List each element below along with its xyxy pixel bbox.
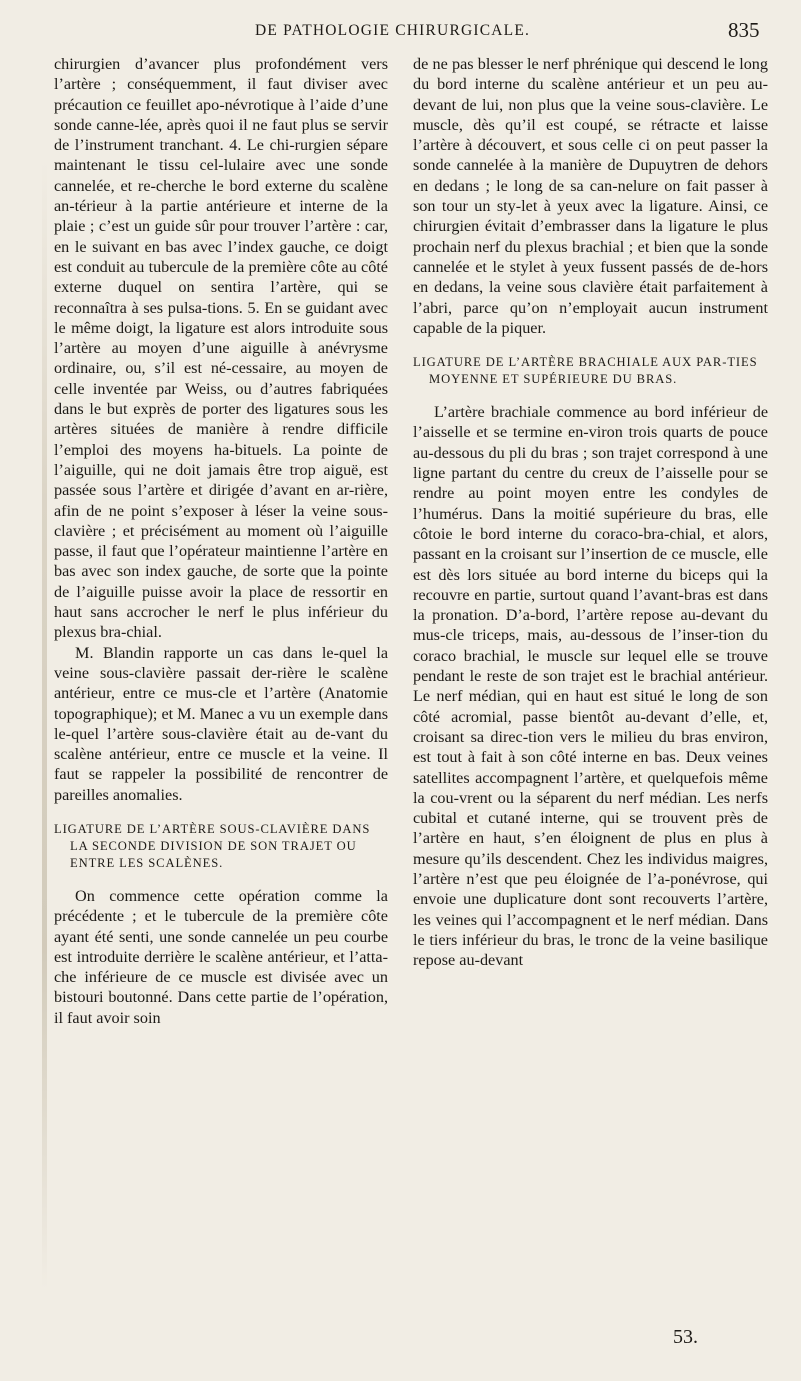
left-paragraph-2: M. Blandin rapporte un cas dans le-quel la veine sous-clavière passait der-rière le scalène antérieur, entre ce mus-cle et l’artère (Anatomie topographique); et M. Manec a vu un exemple dans le-quel l’artère sous-clavière était au de-vant du scalène antérieur, entre ce muscle et la veine. Il faut se rappeler la possibilité de rencontrer de pareilles anomalies. [54,643,388,804]
left-column [54,54,388,1028]
page-header [0,8,801,42]
section-heading-subclavian: LIGATURE DE L’ARTÈRE SOUS-CLAVIÈRE DANS LA SECONDE DIVISION DE SON TRAJET OU ENTRE LES SCALÈNES. [54,821,371,870]
right-column [413,54,768,970]
right-paragraph-1: de ne pas blesser le nerf phrénique qui descend le long du bord interne du scalène antérieur et un peu au-devant de lui, non plus que la veine sous-clavière. Le muscle, dès qu’il est coupé, se rétracte et laisse l’artère à découvert, et sous celle ci on peut passer la sonde cannelée à la manière de Dupuytren de dehors en dedans ; le long de sa can-nelure on fait passer à son tour un sty-let à yeux avec la ligature. Ainsi, ce chirurgien évitait d’embrasser dans la ligature le plus prochain nerf du plexus brachial ; et bien que la sonde cannelée et le stylet à yeux fussent passés de de-hors en dedans, la veine sous clavière était parfaitement à l’abri, parce qu’on n’employait aucun instrument capable de la piquer. [413,55,768,337]
section-heading-brachial: LIGATURE DE L’ARTÈRE BRACHIALE AUX PAR-TIES MOYENNE ET SUPÉRIEURE DU BRAS. [413,355,758,387]
left-paragraph-1: chirurgien d’avancer plus profondément vers l’artère ; conséquemment, il faut diviser avec précaution ce feuillet apo-névrotique à l’aide d’une sonde canne-lée, après quoi il ne faut plus se servir de l’instrument tranchant. 4. Le chi-rurgien sépare maintenant le tissu cel-lulaire avec une sonde cannelée, et re-cherche le bord externe du scalène an-térieur à la partie antérieure et interne de la plaie ; c’est un guide sûr pour trouver l’artère : car, en le suivant en bas avec l’index gauche, ce doigt est conduit au tubercule de la première côte au côté externe duquel on sentira l’artère, qui se reconnaîtra à ses pulsa-tions. 5. En se guidant avec le même doigt, la ligature est alors introduite sous l’artère au moyen d’une aiguille à anévrysme ordinaire, ou, s’il est né-cessaire, au moyen de celle inventée par Weiss, ou d’autres fabriquées dans le but exprès de porter des ligatures sous les artères situées de manière à rendre difficile l’emploi des moyens ha-bituels. La pointe de l’aiguille, qui ne doit jamais être trop aiguë, est passée sous l’artère et dirigée d’avant en ar-rière, afin de ne point s’exposer à léser la veine sous-clavière ; et précisément au moment où l’aiguille passe, il faut que l’opérateur maintienne l’artère en bas avec son index gauche, de sorte que la pointe de l’aiguille puisse avoir la place de ressortir en haut sans accrocher le nerf le plus inférieur du plexus bra-chial. [54,55,388,642]
right-paragraph-2: L’artère brachiale commence au bord inférieur de l’aisselle et se termine en-viron trois quarts de pouce au-dessous du pli du bras ; son trajet correspond à une ligne partant du centre du creux de l’aisselle pour se rendre au point moyen entre les condyles de l’humérus. Dans la moitié supérieure du bras, elle côtoie le bord interne du coraco-bra-chial, et alors, passant en la croisant sur l’insertion de ce muscle, elle est dès lors située au bord interne du biceps qui la recouvre en partie, surtout quand l’avant-bras est dans la pronation. D’a-bord, l’artère repose au-devant du mus-cle triceps, mais, au-dessous de l’inser-tion du coraco brachial, le muscle sur lequel elle se trouve pendant le reste de son trajet est le brachial antérieur. Le nerf médian, qui en haut est situé le long de son côté acromial, passe bientôt au-devant d’elle, et, croisant sa direc-tion vers le milieu du bras environ, est tout à fait à son côté interne en bas. Deux veines satellites accompagnent l’artère, et quelquefois même la cou-vrent ou la séparent du nerf médian. Les nerfs cubital et cutané interne, qui se trouvent près de l’artère en haut, s’en éloignent de plus en plus à mesure qu’ils descendent. Chez les individus maigres, l’artère n’est que peu éloignée de l’a-ponévrose, qui envoie une duplicature dont sont recouverts l’artère, les veines qui l’accompagnent et le nerf médian. Dans le tiers inférieur du bras, le tronc de la veine basilique repose au-devant [413,403,768,970]
left-paragraph-3: On commence cette opération comme la précédente ; et le tubercule de la première côte ayant été senti, une sonde cannelée un peu courbe est introduite derrière le scalène antérieur, et l’atta-che inférieure de ce muscle est divisée avec un bistouri boutonné. Dans cette partie de l’opération, il faut avoir soin [54,886,388,1027]
running-title: DE PATHOLOGIE CHIRURGICALE. [255,22,531,39]
page-number: 835 [728,18,760,42]
signature-number: 53. [673,1326,698,1348]
page-gutter-shadow [42,160,47,1290]
